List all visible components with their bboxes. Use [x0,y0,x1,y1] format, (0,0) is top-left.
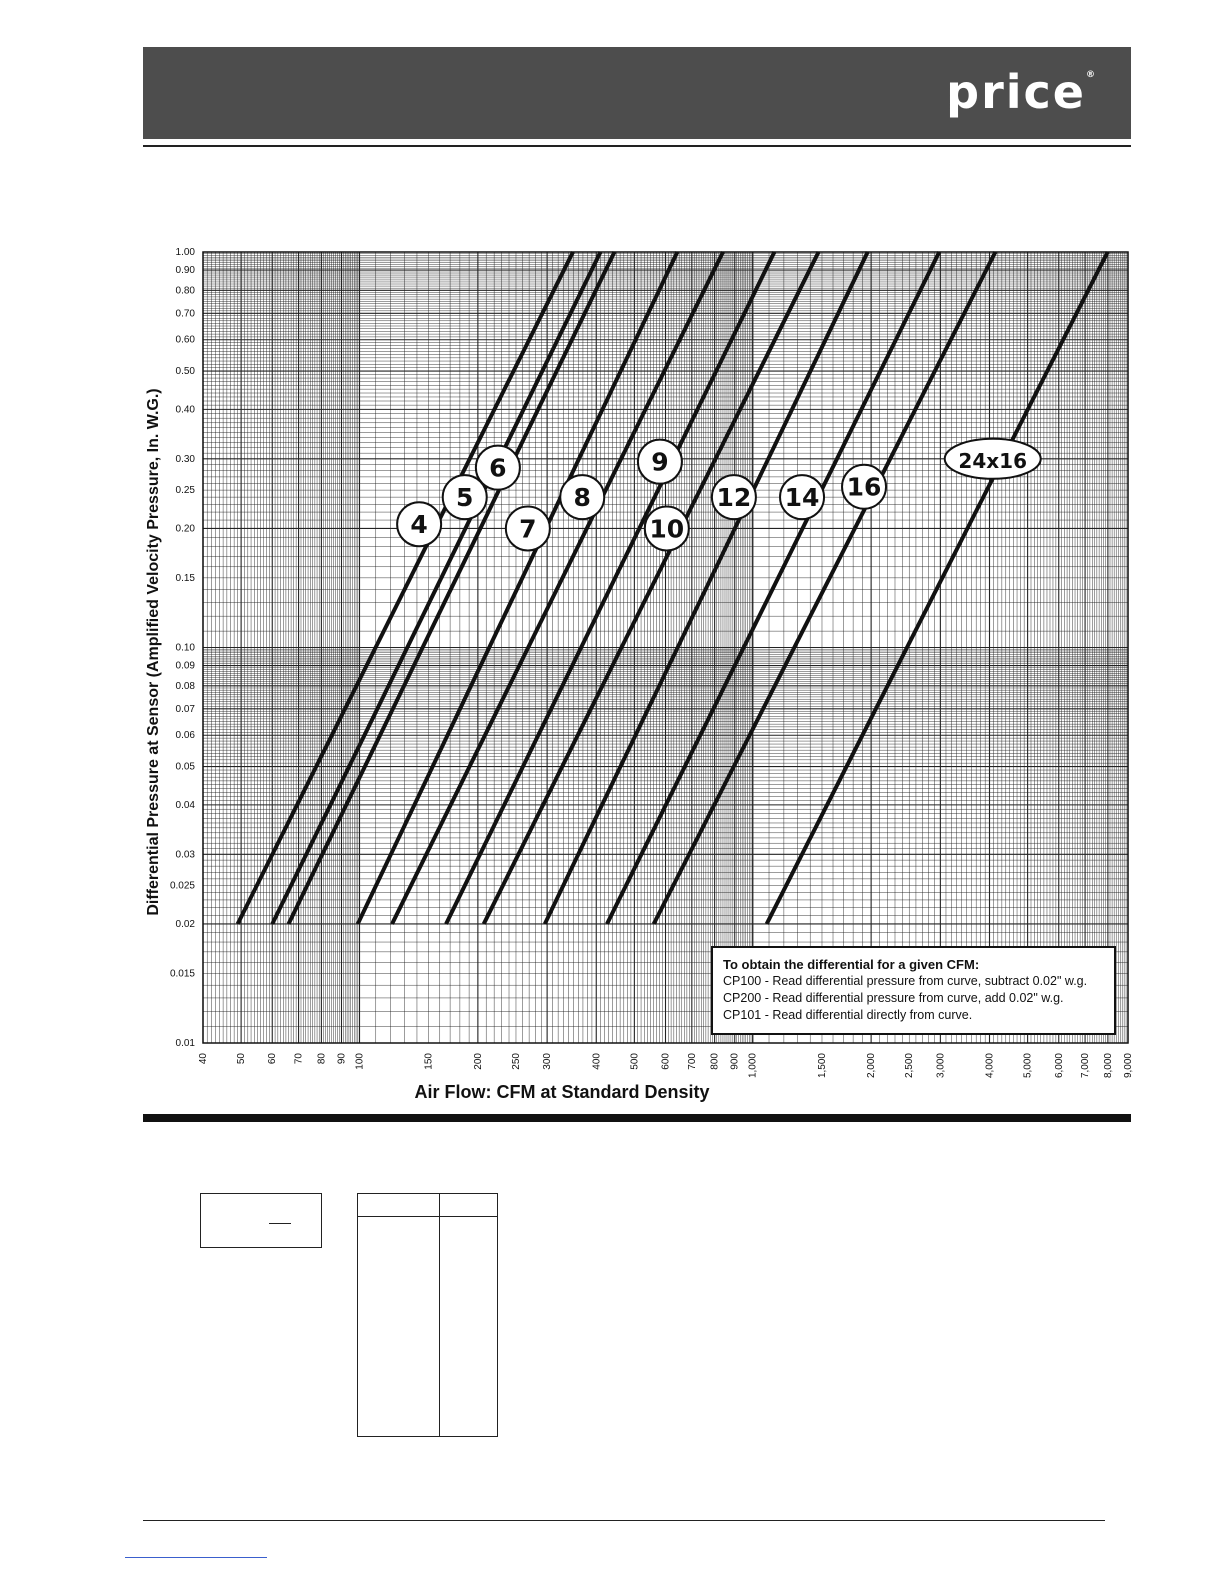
y-tick-label: 0.02 [175,918,195,930]
x-tick-label: 9,000 [1123,1053,1134,1079]
x-tick-label: 300 [542,1053,554,1070]
x-tick-label: 80 [316,1053,328,1065]
x-tick-label: 7,000 [1080,1053,1092,1079]
x-tick-label: 500 [629,1053,641,1070]
x-axis-label: Air Flow: CFM at Standard Density [414,1082,710,1102]
series-label-5: 5 [456,483,474,513]
annotation-line-cp200: CP200 - Read differential pressure from curve, add 0.02" w.g. [723,991,1064,1005]
price-logo: price® [946,65,1095,119]
link-underline [125,1557,267,1558]
x-tick-label: 70 [293,1053,305,1065]
y-tick-label: 0.025 [169,880,195,892]
x-tick-label: 700 [686,1053,698,1070]
y-tick-label: 0.70 [175,308,195,320]
y-tick-label: 0.015 [169,968,195,980]
series-label-14: 14 [784,483,820,513]
section-divider [143,1114,1131,1122]
x-tick-label: 100 [354,1053,366,1070]
x-tick-label: 600 [660,1053,672,1070]
x-tick-label: 2,000 [866,1053,878,1079]
x-tick-label: 400 [591,1053,603,1070]
x-tick-label: 3,000 [935,1053,947,1079]
x-tick-label: 800 [709,1053,721,1070]
y-tick-label: 0.09 [175,660,195,672]
y-tick-label: 0.05 [175,761,195,773]
y-tick-label: 0.30 [175,453,195,465]
y-tick-label: 1.00 [175,247,195,258]
x-tick-label: 200 [472,1053,484,1070]
series-label-10: 10 [649,514,685,544]
fraction-bar [269,1223,291,1224]
series-label-8: 8 [573,483,591,513]
y-tick-label: 0.04 [175,799,195,811]
series-label-12: 12 [716,483,752,513]
x-tick-label: 90 [336,1053,348,1065]
x-tick-label: 50 [236,1053,248,1065]
series-label-16: 16 [846,472,882,502]
x-tick-label: 4,000 [984,1053,996,1079]
y-tick-label: 0.60 [175,334,195,346]
blank-table [357,1193,498,1437]
y-tick-label: 0.90 [175,265,195,277]
x-tick-label: 5,000 [1022,1053,1034,1079]
series-label-4: 4 [410,510,428,540]
x-tick-label: 40 [198,1053,209,1065]
y-tick-label: 0.03 [175,849,195,861]
x-tick-label: 150 [423,1053,435,1070]
series-label-6: 6 [489,453,507,483]
table-column-rule [439,1194,440,1436]
y-tick-label: 0.01 [175,1038,195,1049]
chart-annotation-box [711,946,1116,1035]
y-tick-label: 0.25 [175,485,195,497]
x-tick-label: 2,500 [904,1053,916,1079]
y-tick-label: 0.07 [175,703,195,715]
y-tick-label: 0.08 [175,680,195,692]
y-axis-label: Differential Pressure at Sensor (Amplified Velocity Pressure, In. W.G.) [145,388,162,916]
annotation-line-cp101: CP101 - Read differential directly from curve. [723,1008,973,1022]
y-tick-label: 0.20 [175,523,195,535]
x-tick-label: 1,500 [816,1053,828,1079]
annotation-title: To obtain the differential for a given CFM: [723,957,980,972]
table-header-rule [358,1216,497,1217]
y-tick-label: 0.06 [175,730,195,742]
y-tick-label: 0.40 [175,404,195,416]
series-label-9: 9 [651,447,669,477]
x-tick-label: 8,000 [1102,1053,1114,1079]
y-tick-label: 0.15 [175,572,195,584]
x-tick-label: 1,000 [747,1053,759,1079]
series-label-7: 7 [519,514,537,544]
series-label-24x16: 24x16 [958,448,1028,473]
x-tick-label: 250 [510,1053,522,1070]
blank-formula-box [200,1193,322,1248]
page-footer-rule [143,1520,1105,1521]
y-tick-label: 0.10 [175,642,195,654]
y-tick-label: 0.80 [175,285,195,297]
x-tick-label: 60 [267,1053,279,1065]
x-tick-label: 6,000 [1053,1053,1065,1079]
y-tick-label: 0.50 [175,366,195,378]
x-tick-label: 900 [729,1053,741,1070]
annotation-line-cp100: CP100 - Read differential pressure from curve, subtract 0.02" w.g. [723,974,1088,988]
